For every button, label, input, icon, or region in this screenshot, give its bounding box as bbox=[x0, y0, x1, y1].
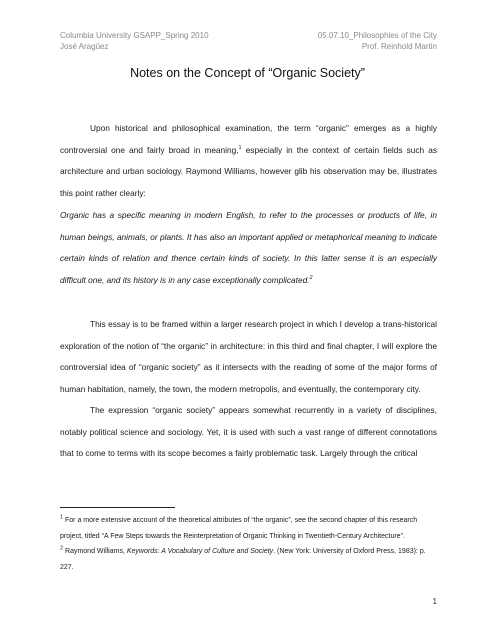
footnote-1-text: For a more extensive account of the theoretical attributes of “the organic”, see the second chapter of this research project, titled “A Few Steps towards the Reinterpretation of Organic Thinking in Twentieth-Century Architecture”. bbox=[60, 517, 418, 540]
footnote-1-mark: 1 bbox=[60, 514, 64, 521]
block-quote bbox=[60, 205, 437, 291]
footnote-2-author: Raymond Williams, bbox=[63, 548, 127, 555]
footnote-2 bbox=[60, 544, 437, 575]
footnote-ref-2: 2 bbox=[309, 275, 313, 282]
document-title: Notes on the Concept of “Organic Society” bbox=[130, 66, 365, 80]
page-number: 1 bbox=[432, 597, 437, 606]
header-left bbox=[60, 30, 209, 52]
footnote-separator bbox=[60, 507, 175, 508]
footnotes bbox=[60, 513, 437, 575]
footnote-ref-1: 1 bbox=[238, 144, 242, 151]
header-right bbox=[318, 30, 437, 52]
paragraph-3 bbox=[60, 400, 437, 465]
footnote-2-rest: . (New York: University of Oxford Press, 1983): p. 227. bbox=[60, 548, 426, 571]
quote-text: Organic has a specific meaning in modern English, to refer to the processes or products of life, in human beings, animals, or plants. It has also an important applied or metaphorical meaning to indicate certain kinds of relation and thence certain kinds of society. In this latter sense it is an especially difficult one, and its history is in any case exceptionally complicated. bbox=[60, 210, 437, 285]
paragraph-1-text-b: especially in the context of certain fields such as architecture and urban sociology. Raymond Williams, however glib his observation may be, illustrates this point rather clearly: bbox=[60, 144, 437, 198]
paragraph-2 bbox=[60, 314, 437, 400]
paragraph-2-text: This essay is to be framed within a larger research project in which I develop a trans-historical exploration of the notion of “the organic” in architecture: in this third and final chapter, I will explore the controversial idea of “organic society” as it intersects with the reading of some of the major forms of human habitation, namely, the town, the modern metropolis, and eventually, the contemporary city. bbox=[60, 319, 437, 394]
paragraph-1-text-a: Upon historical and philosophical examination, the term “organic” emerges as a highly controversial one and fairly broad in meaning, bbox=[60, 123, 437, 155]
footnote-1 bbox=[60, 513, 437, 544]
header-author: José Aragüez bbox=[60, 42, 109, 51]
paragraph-3-text: The expression “organic society” appears somewhat recurrently in a variety of disciplines, notably political science and sociology. Yet, it is used with such a vast range of different connotations that to come to terms with its scope becomes a fairly problematic task. Largely through the critical bbox=[60, 405, 437, 459]
paragraph-1 bbox=[60, 118, 437, 204]
footnote-2-mark: 2 bbox=[60, 545, 64, 552]
header-professor: Prof. Reinhold Martin bbox=[361, 42, 437, 51]
header-date-course: 05.07.10_Philosophies of the City bbox=[317, 31, 437, 40]
footnote-2-title: Keywords: A Vocabulary of Culture and Society bbox=[126, 548, 274, 555]
header-course: Columbia University GSAPP_Spring 2010 bbox=[60, 31, 209, 40]
